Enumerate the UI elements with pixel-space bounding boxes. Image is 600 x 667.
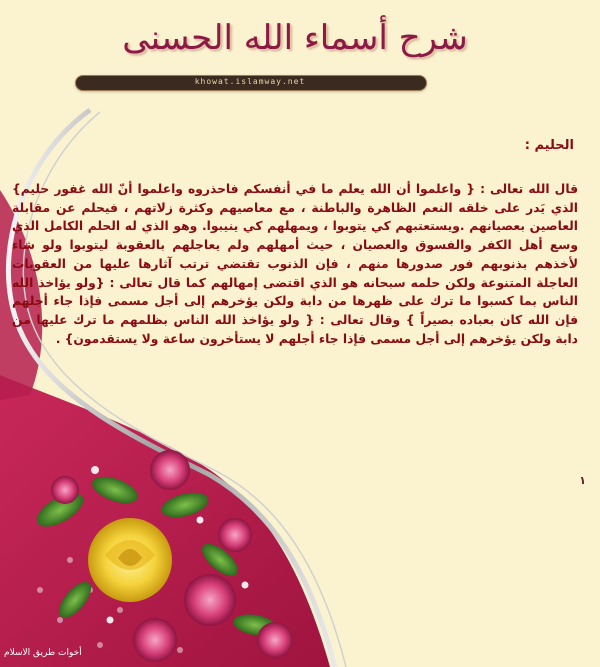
footnote-number: ١ bbox=[579, 474, 586, 487]
footer-credit: أخوات طريق الاسلام bbox=[4, 648, 82, 658]
body-paragraph: قال الله تعالى : { واعلموا أن الله يعلم ما في أنفسكم فاحذروه واعلموا أنّ الله غفور حليم} الذي يَدر على خلقه النعم الظاهرة والباطنة ، مع معاصيهم وكثرة زلاتهم ، فيحلم عن مقابلة العاصين بعصيانهم .ويستعتبهم كي يتوبوا ، ويمهلهم كي ينيبوا. وهو الذي له الحلم الكامل الذي وسع أهل الكفر والفسوق والعصيان ، حيث أمهلهم ولم يعاجلهم بالعقوبة ليتوبوا ولو شاء لأخذهم بذنوبهم فور صدورها منهم ، فإن الذنوب تقتضي ترتب آثارها عليها من العقوبات العاجلة المتنوعة ولكن حلمه سبحانه هو الذي اقتضى إمهالهم كما قال تعالى : {ولو يؤاخذ الله الناس بما كسبوا ما ترك على ظهرها من دابة ولكن يؤخرهم إلى أجل مسمى فإذا جاء أجلهم فإن الله كان بعباده بصيراً } وقال تعالى : { ولو يؤاخذ الله الناس بظلمهم ما ترك عليها من دابة ولكن يؤخرهم إلى أجل مسمى فإذا جاء أجلهم لا يستأخرون ساعة ولا يستقدمون} . bbox=[12, 182, 578, 346]
yellow-rose bbox=[88, 518, 172, 602]
page-title: شرح أسماء الله الحسنى bbox=[122, 18, 468, 58]
site-url: khowat.islamway.net bbox=[194, 77, 306, 86]
section-heading: الحليم : bbox=[524, 138, 574, 153]
